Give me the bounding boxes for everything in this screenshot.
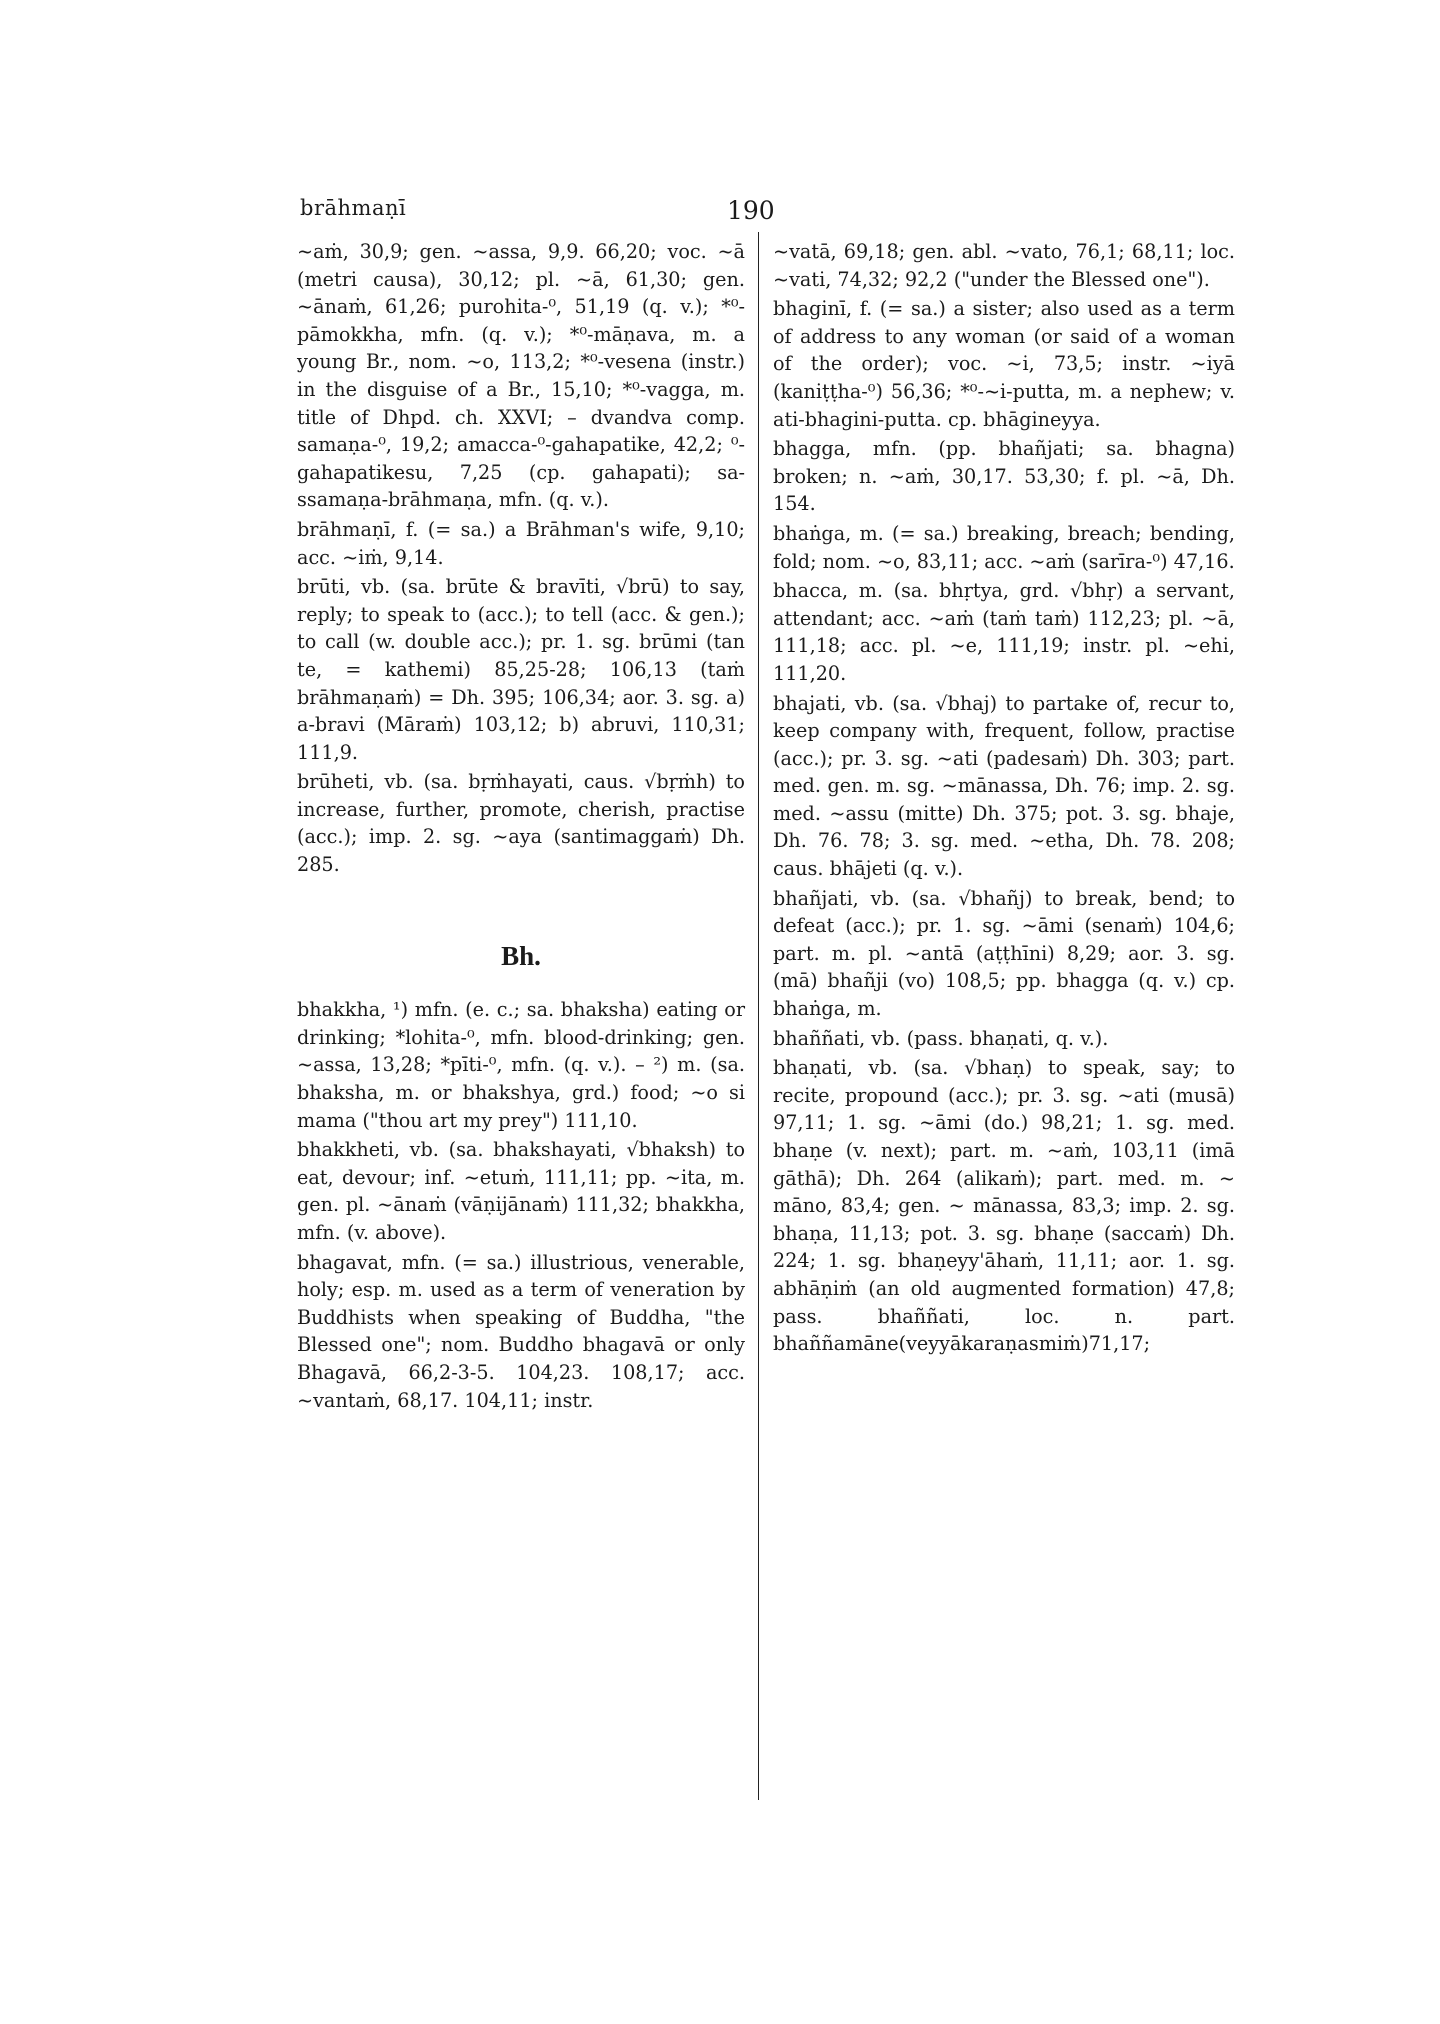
dictionary-entry: ~aṁ, 30,9; gen. ~assa, 9,9. 66,20; voc. ~ā (metri causa), 30,12; pl. ~ā, 61,30; gen. ~ānaṁ, 61,26; purohita-⁰, 51,19 (q. v.); *⁰-pāmokkha, mfn. (q. v.); *⁰-māṇava, m. a young Br., nom. ~o, 113,2; *⁰-vesena (instr.) in the disguise of a Br., 15,10; *⁰-vagga, m. title of Dhpd. ch. XXVI; – dvandva comp. samaṇa-⁰, 19,2; amacca-⁰-gahapatike, 42,2; ⁰-gahapatikesu, 7,25 (cp. gahapati); sa-ssamaṇa-brāhmaṇa, mfn. (q. v.). <box>297 240 745 512</box>
dictionary-entry: brāhmaṇī, f. (= sa.) a Brāhman's wife, 9,10; acc. ~iṁ, 9,14. <box>297 517 745 569</box>
right-column <box>773 238 1235 1358</box>
dictionary-entry: bhaṅga, m. (= sa.) breaking, breach; bending, fold; nom. ~o, 83,11; acc. ~aṁ (sarīra-⁰) 47,16. <box>773 521 1235 573</box>
dictionary-entry: brūheti, vb. (sa. bṛṁhayati, caus. √bṛṁh) to increase, further, promote, cherish, practise (acc.); imp. 2. sg. ~aya (santimaggaṁ) Dh. 285. <box>297 770 745 877</box>
column-divider <box>758 232 759 1800</box>
dictionary-entry: brūti, vb. (sa. brūte & bravīti, √brū) to say, reply; to speak to (acc.); to tell (acc. & gen.); to call (w. double acc.); pr. 1. sg. brūmi (tan te, = kathemi) 85,25-28; 106,13 (taṁ brāhmaṇaṁ) = Dh. 395; 106,34; aor. 3. sg. a) a-bravi (Māraṁ) 103,12; b) abruvi, 110,31; 111,9. <box>297 575 745 764</box>
dictionary-entry: bhakkheti, vb. (sa. bhakshayati, √bhaksh) to eat, devour; inf. ~etuṁ, 111,11; pp. ~ita, m. gen. pl. ~ānaṁ (vāṇijānaṁ) 111,32; bhakkha, mfn. (v. above). <box>297 1138 745 1244</box>
dictionary-entry: bhañjati, vb. (sa. √bhañj) to break, bend; to defeat (acc.); pr. 1. sg. ~āmi (senaṁ) 104,6; part. m. pl. ~antā (aṭṭhīni) 8,29; aor. 3. sg. (mā) bhañji (vo) 108,5; pp. bhagga (q. v.) cp. bhaṅga, m. <box>773 886 1235 1021</box>
left-column <box>297 238 745 1414</box>
dictionary-entry: bhajati, vb. (sa. √bhaj) to partake of, recur to, keep company with, frequent, follow, practise (acc.); pr. 3. sg. ~ati (padesaṁ) Dh. 303; part. med. gen. m. sg. ~mānassa, Dh. 76; imp. 2. sg. med. ~assu (mitte) Dh. 375; pot. 3. sg. bhaje, Dh. 76. 78; 3. sg. med. ~etha, Dh. 78. 208; caus. bhājeti (q. v.). <box>773 691 1235 881</box>
page-number: 190 <box>727 196 775 225</box>
running-head: brāhmaṇī <box>300 196 407 220</box>
dictionary-entry: bhacca, m. (sa. bhṛtya, grd. √bhṛ) a servant, attendant; acc. ~aṁ (taṁ taṁ) 112,23; pl. ~ā, 111,18; acc. pl. ~e, 111,19; instr. pl. ~ehi, 111,20. <box>773 579 1235 685</box>
section-heading: Bh. <box>501 940 541 971</box>
dictionary-entry: bhakkha, ¹) mfn. (e. c.; sa. bhaksha) eating or drinking; *lohita-⁰, mfn. blood-drinking; gen. ~assa, 13,28; *pīti-⁰, mfn. (q. v.). – ²) m. (sa. bhaksha, m. or bhakshya, grd.) food; ~o si mama ("thou art my prey") 111,10. <box>297 998 745 1132</box>
dictionary-entry: bhagga, mfn. (pp. bhañjati; sa. bhagna) broken; n. ~aṁ, 30,17. 53,30; f. pl. ~ā, Dh. 154. <box>773 437 1235 516</box>
dictionary-entry: bhagavat, mfn. (= sa.) illustrious, venerable, holy; esp. m. used as a term of veneration by Buddhists when speaking of Buddha, "the Blessed one"; nom. Buddho bhagavā or only Bhagavā, 66,2-3-5. 104,23. 108,17; acc. ~vantaṁ, 68,17. 104,11; instr. <box>297 1250 745 1412</box>
dictionary-entry: bhaṇati, vb. (sa. √bhaṇ) to speak, say; to recite, propound (acc.); pr. 3. sg. ~ati (musā) 97,11; 1. sg. ~āmi (do.) 98,21; 1. sg. med. bhaṇe (v. next); part. m. ~aṁ, 103,11 (imā gāthā); Dh. 264 (alikaṁ); part. med. m. ~ māno, 83,4; gen. ~ mānassa, 83,3; imp. 2. sg. bhaṇa, 11,13; pot. 3. sg. bhaṇe (saccaṁ) Dh. 224; 1. sg. bhaṇeyy'āhaṁ, 11,11; aor. 1. sg. abhāṇiṁ (an old augmented formation) 47,8; pass. bhaññati, loc. n. part. bhaññamāne(veyyākaraṇasmiṁ)71,17; <box>773 1056 1235 1356</box>
dictionary-entry: bhaginī, f. (= sa.) a sister; also used as a term of address to any woman (or said of a woman of the order); voc. ~i, 73,5; instr. ~iyā (kaniṭṭha-⁰) 56,36; *⁰-~i-putta, m. a nephew; v. ati-bhagini-putta. cp. bhāgineyya. <box>773 297 1235 431</box>
dictionary-entry: bhaññati, vb. (pass. bhaṇati, q. v.). <box>773 1026 1109 1050</box>
dictionary-entry: ~vatā, 69,18; gen. abl. ~vato, 76,1; 68,11; loc. ~vati, 74,32; 92,2 ("under the Blessed one"). <box>773 240 1235 291</box>
